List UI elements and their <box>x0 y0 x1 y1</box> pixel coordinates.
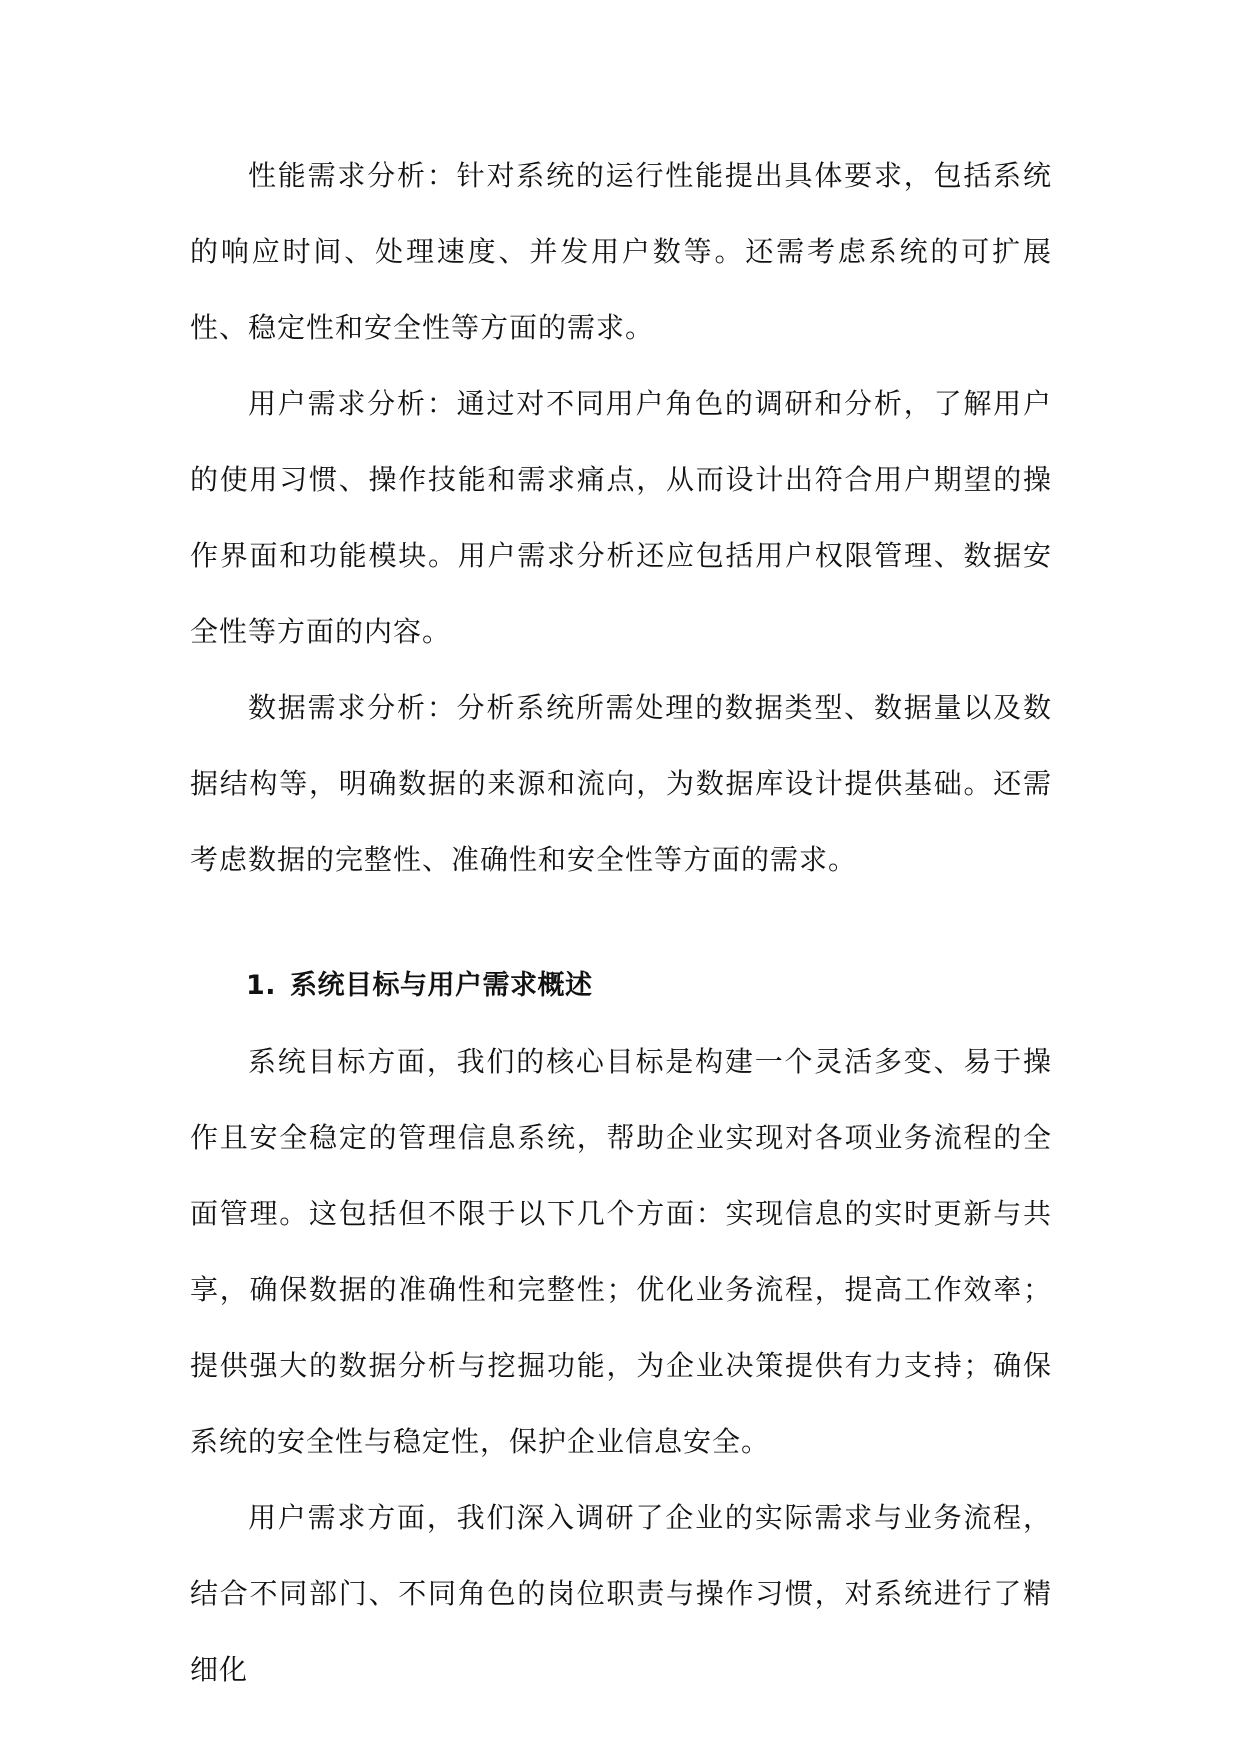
paragraph-data-requirements: 数据需求分析：分析系统所需处理的数据类型、数据量以及数据结构等，明确数据的来源和流向，为数据库设计提供基础。还需考虑数据的完整性、准确性和安全性等方面的需求。 <box>190 691 1052 876</box>
paragraph-user-requirements: 用户需求分析：通过对不同用户角色的调研和分析，了解用户的使用习惯、操作技能和需求痛点，从而设计出符合用户期望的操作界面和功能模块。用户需求分析还应包括用户权限管理、数据安全性等方面的内容。 <box>190 387 1052 648</box>
paragraph-user-needs: 用户需求方面，我们深入调研了企业的实际需求与业务流程，结合不同部门、不同角色的岗位职责与操作习惯，对系统进行了精细化 <box>190 1501 1052 1686</box>
section-heading <box>190 948 1052 1024</box>
section-heading-title: 系统目标与用户需求概述 <box>290 970 593 1001</box>
paragraph-performance-requirements: 性能需求分析：针对系统的运行性能提出具体要求，包括系统的响应时间、处理速度、并发用户数等。还需考虑系统的可扩展性、稳定性和安全性等方面的需求。 <box>190 159 1052 344</box>
section-heading-number: 1. <box>246 970 277 1001</box>
document-body <box>190 138 1052 1708</box>
paragraph-system-goals: 系统目标方面，我们的核心目标是构建一个灵活多变、易于操作且安全稳定的管理信息系统，帮助企业实现对各项业务流程的全面管理。这包括但不限于以下几个方面：实现信息的实时更新与共享，确保数据的准确性和完整性；优化业务流程，提高工作效率；提供强大的数据分析与挖掘功能，为企业决策提供有力支持；确保系统的安全性与稳定性，保护企业信息安全。 <box>190 1045 1052 1458</box>
